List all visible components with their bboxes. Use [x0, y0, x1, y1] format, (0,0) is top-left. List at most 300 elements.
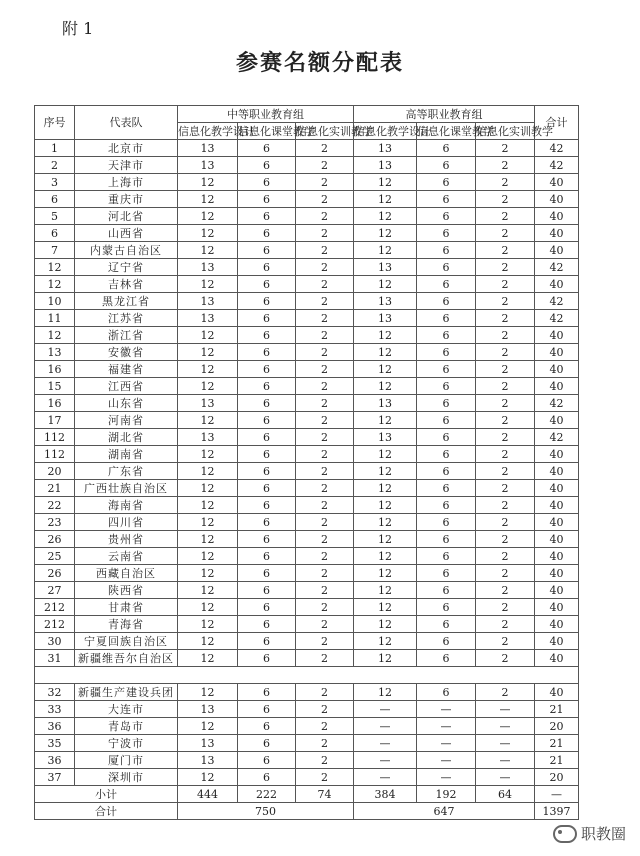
- quota-cell: 2: [476, 327, 535, 344]
- quota-cell: 6: [238, 157, 296, 174]
- quota-cell: 6: [417, 395, 476, 412]
- quota-cell: 6: [417, 344, 476, 361]
- grand-total-label: 合计: [35, 803, 178, 820]
- quota-cell: 6: [238, 565, 296, 582]
- quota-cell: 2: [476, 684, 535, 701]
- subtotal-row: [35, 786, 579, 803]
- quota-cell: 6: [417, 310, 476, 327]
- chat-bubble-icon: [553, 825, 577, 843]
- quota-cell: 6: [238, 599, 296, 616]
- page-title: 参赛名额分配表: [235, 50, 404, 76]
- team-cell: 北京市: [75, 140, 178, 157]
- quota-cell: 12: [178, 650, 238, 667]
- subtotal-label: 小计: [35, 786, 178, 803]
- table-row: [35, 718, 579, 735]
- quota-cell: 2: [476, 378, 535, 395]
- quota-cell: 2: [476, 599, 535, 616]
- seq-cell: 26: [35, 565, 75, 582]
- row-total-cell: 40: [535, 327, 579, 344]
- row-total-cell: 42: [535, 157, 579, 174]
- team-cell: 青海省: [75, 616, 178, 633]
- quota-cell: 6: [417, 650, 476, 667]
- quota-cell: 2: [476, 361, 535, 378]
- seq-cell: 22: [35, 497, 75, 514]
- table-row: [35, 378, 579, 395]
- quota-cell: 12: [354, 361, 417, 378]
- row-total-cell: 21: [535, 701, 579, 718]
- quota-cell: 6: [238, 259, 296, 276]
- team-cell: 河南省: [75, 412, 178, 429]
- quota-cell: 6: [238, 633, 296, 650]
- quota-cell: —: [417, 752, 476, 769]
- quota-cell: 6: [417, 276, 476, 293]
- seq-cell: 12: [35, 327, 75, 344]
- quota-cell: 6: [238, 242, 296, 259]
- quota-cell: 12: [354, 208, 417, 225]
- team-cell: 山东省: [75, 395, 178, 412]
- quota-cell: 2: [296, 344, 354, 361]
- seq-cell: 30: [35, 633, 75, 650]
- team-cell: 甘肃省: [75, 599, 178, 616]
- quota-cell: 12: [178, 480, 238, 497]
- team-cell: 吉林省: [75, 276, 178, 293]
- table-summary: [35, 786, 579, 820]
- quota-cell: 2: [296, 769, 354, 786]
- seq-cell: 25: [35, 548, 75, 565]
- table-row: [35, 412, 579, 429]
- row-total-cell: 40: [535, 650, 579, 667]
- seq-cell: 21: [35, 480, 75, 497]
- table-row: [35, 225, 579, 242]
- quota-cell: 12: [354, 463, 417, 480]
- seq-cell: 17: [35, 412, 75, 429]
- table-row: [35, 684, 579, 701]
- row-total-cell: 40: [535, 548, 579, 565]
- team-cell: 四川省: [75, 514, 178, 531]
- table-row: [35, 463, 579, 480]
- table-row: [35, 548, 579, 565]
- quota-cell: 2: [296, 616, 354, 633]
- quota-cell: —: [354, 735, 417, 752]
- quota-cell: —: [354, 718, 417, 735]
- table-row: [35, 599, 579, 616]
- quota-cell: 6: [417, 429, 476, 446]
- quota-cell: 12: [178, 463, 238, 480]
- quota-cell: 13: [354, 310, 417, 327]
- team-cell: 云南省: [75, 548, 178, 565]
- quota-cell: 12: [178, 344, 238, 361]
- team-cell: 辽宁省: [75, 259, 178, 276]
- subtotal-cell: 222: [238, 786, 296, 803]
- quota-cell: 12: [354, 650, 417, 667]
- quota-cell: 6: [417, 480, 476, 497]
- quota-cell: —: [354, 701, 417, 718]
- quota-cell: 2: [296, 395, 354, 412]
- header-sub-col: 信息化课堂教学: [417, 124, 494, 138]
- quota-cell: 6: [238, 293, 296, 310]
- seq-cell: 112: [35, 446, 75, 463]
- subtotal-cell: 74: [296, 786, 354, 803]
- quota-cell: 6: [417, 616, 476, 633]
- quota-cell: 2: [296, 497, 354, 514]
- quota-cell: 6: [238, 174, 296, 191]
- quota-cell: 6: [238, 225, 296, 242]
- row-total-cell: 20: [535, 769, 579, 786]
- quota-cell: 2: [476, 463, 535, 480]
- quota-cell: 2: [476, 548, 535, 565]
- table-row: [35, 140, 579, 157]
- quota-cell: 2: [296, 480, 354, 497]
- table-row: [35, 565, 579, 582]
- team-cell: 江西省: [75, 378, 178, 395]
- quota-cell: 6: [417, 157, 476, 174]
- quota-cell: 6: [417, 242, 476, 259]
- team-cell: 新疆生产建设兵团: [75, 684, 178, 701]
- quota-cell: 12: [354, 616, 417, 633]
- quota-cell: 12: [354, 582, 417, 599]
- quota-cell: 2: [476, 140, 535, 157]
- quota-cell: 2: [296, 378, 354, 395]
- row-total-cell: 40: [535, 616, 579, 633]
- quota-cell: 12: [178, 599, 238, 616]
- team-cell: 西藏自治区: [75, 565, 178, 582]
- quota-cell: —: [476, 701, 535, 718]
- quota-cell: 6: [417, 191, 476, 208]
- header-sub-col: 信息化教学设计: [178, 124, 255, 138]
- team-cell: 新疆维吾尔自治区: [75, 650, 178, 667]
- quota-cell: 2: [296, 531, 354, 548]
- seq-cell: 20: [35, 463, 75, 480]
- grand-total-higher: 647: [354, 803, 535, 820]
- quota-cell: 12: [178, 684, 238, 701]
- quota-cell: 2: [296, 633, 354, 650]
- quota-cell: 2: [476, 582, 535, 599]
- quota-cell: 12: [178, 361, 238, 378]
- allocation-table: [34, 105, 579, 820]
- team-cell: 天津市: [75, 157, 178, 174]
- quota-cell: 2: [476, 650, 535, 667]
- quota-cell: 12: [354, 684, 417, 701]
- quota-cell: 6: [417, 599, 476, 616]
- header-sub-col: 信息化实训教学: [476, 124, 553, 138]
- quota-cell: 6: [417, 293, 476, 310]
- team-cell: 湖南省: [75, 446, 178, 463]
- header-sub-col: 信息化课堂教学: [238, 124, 315, 138]
- row-total-cell: 40: [535, 684, 579, 701]
- quota-cell: 6: [238, 327, 296, 344]
- quota-cell: 12: [354, 565, 417, 582]
- row-total-cell: 42: [535, 293, 579, 310]
- quota-cell: 2: [296, 463, 354, 480]
- seq-cell: 33: [35, 701, 75, 718]
- quota-cell: 13: [354, 259, 417, 276]
- team-cell: 青岛市: [75, 718, 178, 735]
- header-sub-col: 信息化教学设计: [354, 124, 431, 138]
- team-cell: 黑龙江省: [75, 293, 178, 310]
- quota-cell: 2: [296, 412, 354, 429]
- quota-cell: 2: [296, 599, 354, 616]
- quota-cell: —: [354, 769, 417, 786]
- quota-cell: 6: [238, 344, 296, 361]
- quota-cell: 2: [476, 633, 535, 650]
- quota-cell: 6: [238, 548, 296, 565]
- row-total-cell: 40: [535, 463, 579, 480]
- quota-cell: 12: [354, 446, 417, 463]
- quota-cell: 6: [417, 446, 476, 463]
- header-team: 代表队: [75, 106, 178, 140]
- subtotal-cell: 384: [354, 786, 417, 803]
- table-row: [35, 276, 579, 293]
- quota-cell: 6: [238, 310, 296, 327]
- row-total-cell: 42: [535, 140, 579, 157]
- header-seq: 序号: [35, 106, 75, 140]
- quota-cell: 2: [476, 565, 535, 582]
- quota-cell: 6: [417, 327, 476, 344]
- row-total-cell: 40: [535, 480, 579, 497]
- seq-cell: 16: [35, 361, 75, 378]
- table-row: [35, 531, 579, 548]
- table-row: [35, 446, 579, 463]
- seq-cell: 13: [35, 344, 75, 361]
- quota-cell: 12: [354, 276, 417, 293]
- quota-cell: —: [417, 735, 476, 752]
- quota-cell: 2: [476, 276, 535, 293]
- team-cell: 江苏省: [75, 310, 178, 327]
- quota-cell: 13: [178, 140, 238, 157]
- quota-cell: 6: [238, 701, 296, 718]
- quota-cell: 6: [238, 650, 296, 667]
- quota-cell: —: [476, 769, 535, 786]
- table-row: [35, 429, 579, 446]
- quota-cell: 12: [354, 378, 417, 395]
- quota-cell: 2: [476, 429, 535, 446]
- row-total-cell: 40: [535, 191, 579, 208]
- team-cell: 大连市: [75, 701, 178, 718]
- grand-total-all: 1397: [535, 803, 579, 820]
- quota-cell: 2: [476, 480, 535, 497]
- quota-cell: 2: [296, 191, 354, 208]
- quota-cell: 6: [417, 514, 476, 531]
- row-total-cell: 40: [535, 361, 579, 378]
- table-row: [35, 735, 579, 752]
- table-row: [35, 174, 579, 191]
- quota-cell: 6: [238, 735, 296, 752]
- quota-cell: 12: [354, 548, 417, 565]
- table-row: [35, 310, 579, 327]
- quota-cell: 12: [354, 242, 417, 259]
- quota-cell: 13: [354, 157, 417, 174]
- quota-cell: 12: [354, 599, 417, 616]
- quota-cell: 2: [476, 514, 535, 531]
- annex-label: 附 1: [62, 19, 94, 38]
- team-cell: 山西省: [75, 225, 178, 242]
- quota-cell: 6: [238, 429, 296, 446]
- quota-cell: 6: [417, 565, 476, 582]
- row-total-cell: 42: [535, 310, 579, 327]
- quota-cell: 13: [354, 140, 417, 157]
- quota-cell: 2: [296, 548, 354, 565]
- row-total-cell: 40: [535, 208, 579, 225]
- row-total-cell: 40: [535, 446, 579, 463]
- quota-cell: 6: [238, 531, 296, 548]
- quota-cell: 12: [354, 633, 417, 650]
- quota-cell: 2: [296, 276, 354, 293]
- header-secondary-group: 中等职业教育组: [178, 106, 354, 123]
- quota-cell: 2: [476, 446, 535, 463]
- quota-cell: 13: [178, 395, 238, 412]
- table-gap: [35, 667, 579, 684]
- team-cell: 陕西省: [75, 582, 178, 599]
- quota-cell: 6: [417, 225, 476, 242]
- seq-cell: 31: [35, 650, 75, 667]
- quota-cell: 6: [238, 718, 296, 735]
- team-cell: 福建省: [75, 361, 178, 378]
- seq-cell: 16: [35, 395, 75, 412]
- quota-cell: 2: [296, 327, 354, 344]
- quota-cell: 2: [476, 412, 535, 429]
- quota-cell: 6: [417, 531, 476, 548]
- table-row: [35, 497, 579, 514]
- row-total-cell: 40: [535, 412, 579, 429]
- quota-cell: 12: [178, 531, 238, 548]
- row-total-cell: 21: [535, 752, 579, 769]
- table-row: [35, 191, 579, 208]
- quota-cell: 6: [417, 412, 476, 429]
- table-row: [35, 242, 579, 259]
- subtotal-cell: 444: [178, 786, 238, 803]
- quota-cell: 2: [296, 242, 354, 259]
- quota-cell: 6: [238, 769, 296, 786]
- quota-cell: 12: [178, 191, 238, 208]
- team-cell: 深圳市: [75, 769, 178, 786]
- quota-cell: 6: [238, 140, 296, 157]
- row-total-cell: 40: [535, 225, 579, 242]
- quota-cell: 12: [178, 548, 238, 565]
- row-total-cell: 40: [535, 514, 579, 531]
- quota-cell: 12: [354, 480, 417, 497]
- team-cell: 广东省: [75, 463, 178, 480]
- quota-cell: 6: [417, 463, 476, 480]
- quota-cell: 13: [178, 157, 238, 174]
- subtotal-cell: 64: [476, 786, 535, 803]
- quota-cell: 12: [178, 497, 238, 514]
- team-cell: 宁夏回族自治区: [75, 633, 178, 650]
- quota-cell: 6: [238, 208, 296, 225]
- quota-cell: 6: [417, 582, 476, 599]
- quota-cell: 6: [238, 446, 296, 463]
- quota-cell: —: [417, 701, 476, 718]
- quota-cell: 2: [296, 565, 354, 582]
- team-cell: 上海市: [75, 174, 178, 191]
- quota-cell: 2: [296, 174, 354, 191]
- quota-cell: —: [417, 769, 476, 786]
- seq-cell: 23: [35, 514, 75, 531]
- table-body-cities: [35, 684, 579, 786]
- table-row: [35, 327, 579, 344]
- table-row: [35, 293, 579, 310]
- quota-cell: 6: [238, 684, 296, 701]
- quota-cell: 12: [178, 412, 238, 429]
- quota-cell: 12: [354, 514, 417, 531]
- quota-cell: 12: [178, 616, 238, 633]
- quota-cell: 2: [296, 157, 354, 174]
- table-row: [35, 514, 579, 531]
- quota-cell: 12: [178, 276, 238, 293]
- quota-cell: 2: [476, 191, 535, 208]
- quota-cell: 6: [238, 497, 296, 514]
- seq-cell: 6: [35, 191, 75, 208]
- gap-cell: [35, 667, 579, 684]
- table-row: [35, 650, 579, 667]
- table-body-provinces: [35, 140, 579, 667]
- quota-cell: 13: [354, 429, 417, 446]
- quota-cell: 6: [238, 616, 296, 633]
- seq-cell: 12: [35, 276, 75, 293]
- quota-cell: 12: [178, 514, 238, 531]
- seq-cell: 35: [35, 735, 75, 752]
- team-cell: 安徽省: [75, 344, 178, 361]
- quota-cell: 13: [178, 701, 238, 718]
- quota-cell: 2: [296, 752, 354, 769]
- row-total-cell: 40: [535, 565, 579, 582]
- quota-cell: 12: [178, 582, 238, 599]
- quota-cell: 13: [178, 259, 238, 276]
- seq-cell: 112: [35, 429, 75, 446]
- subtotal-cell: 192: [417, 786, 476, 803]
- subtotal-total: —: [535, 786, 579, 803]
- row-total-cell: 40: [535, 582, 579, 599]
- grand-total-secondary: 750: [178, 803, 354, 820]
- quota-cell: 12: [178, 327, 238, 344]
- quota-cell: 13: [178, 293, 238, 310]
- quota-cell: 2: [476, 344, 535, 361]
- table-row: [35, 752, 579, 769]
- quota-cell: 6: [417, 497, 476, 514]
- quota-cell: 6: [238, 480, 296, 497]
- row-total-cell: 40: [535, 344, 579, 361]
- quota-cell: 13: [178, 429, 238, 446]
- quota-cell: 13: [178, 735, 238, 752]
- quota-cell: 12: [178, 769, 238, 786]
- row-total-cell: 40: [535, 497, 579, 514]
- quota-cell: 12: [178, 446, 238, 463]
- quota-cell: 2: [296, 225, 354, 242]
- quota-cell: 2: [296, 259, 354, 276]
- row-total-cell: 20: [535, 718, 579, 735]
- quota-cell: 13: [178, 310, 238, 327]
- quota-cell: 12: [178, 633, 238, 650]
- table-row: [35, 259, 579, 276]
- quota-cell: 6: [238, 395, 296, 412]
- seq-cell: 7: [35, 242, 75, 259]
- quota-cell: 12: [354, 327, 417, 344]
- table-row: [35, 480, 579, 497]
- quota-cell: 6: [417, 208, 476, 225]
- quota-cell: 12: [354, 497, 417, 514]
- quota-cell: 6: [238, 378, 296, 395]
- quota-cell: 2: [296, 140, 354, 157]
- quota-cell: 12: [178, 174, 238, 191]
- quota-cell: 2: [476, 157, 535, 174]
- row-total-cell: 40: [535, 174, 579, 191]
- quota-cell: 6: [238, 276, 296, 293]
- quota-cell: 6: [238, 752, 296, 769]
- quota-cell: 2: [296, 582, 354, 599]
- quota-cell: 6: [238, 361, 296, 378]
- header-total: 合计: [535, 106, 579, 140]
- quota-cell: 2: [296, 208, 354, 225]
- quota-cell: —: [417, 718, 476, 735]
